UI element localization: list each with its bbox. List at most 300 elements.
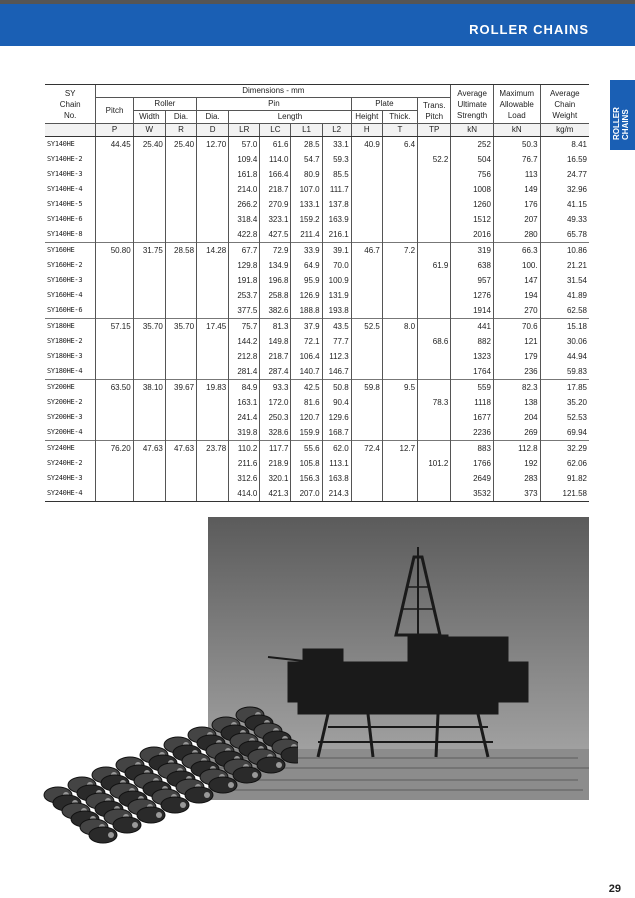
plate-thick-cell (382, 197, 417, 212)
plate-thick-cell (382, 486, 417, 502)
plate-height-header: Height (351, 111, 382, 124)
lr-cell: 377.5 (229, 303, 260, 319)
l1-cell: 55.6 (291, 441, 322, 457)
table-row (45, 456, 589, 471)
plate-thick-cell: 7.2 (382, 243, 417, 259)
lr-cell: 161.8 (229, 167, 260, 182)
chain-no-cell: SY200HE-3 (47, 413, 83, 421)
l2-cell: 146.7 (322, 364, 351, 380)
roller-chain-photo (38, 645, 298, 845)
table-row (45, 334, 589, 349)
strength-cell: 3532 (451, 486, 494, 502)
l2-cell: 50.8 (322, 380, 351, 396)
unit-cell: T (382, 124, 417, 137)
l2-cell: 62.0 (322, 441, 351, 457)
strength-cell: 1766 (451, 456, 494, 471)
lc-cell: 323.1 (260, 212, 291, 227)
strength-cell: 2649 (451, 471, 494, 486)
trans-pitch-cell (418, 182, 451, 197)
chain-no-cell: SY180HE-4 (47, 367, 83, 375)
lr-cell: 110.2 (229, 441, 260, 457)
load-cell: 50.3 (493, 137, 540, 153)
roller-dia-cell (165, 303, 196, 319)
roller-width-cell: 31.75 (133, 243, 165, 259)
roller-width-cell (133, 152, 165, 167)
trans-pitch-cell (418, 364, 451, 380)
trans-pitch-cell: 68.6 (418, 334, 451, 349)
lr-cell: 67.7 (229, 243, 260, 259)
plate-thick-cell: 8.0 (382, 319, 417, 335)
strength-cell: 252 (451, 137, 494, 153)
header-top-stripe (0, 0, 635, 4)
pin-header: Pin (197, 98, 352, 111)
weight-cell: 41.89 (540, 288, 589, 303)
lc-cell: 196.8 (260, 273, 291, 288)
load-cell: 176 (493, 197, 540, 212)
lc-cell: 250.3 (260, 410, 291, 425)
roller-width-cell (133, 197, 165, 212)
plate-height-cell: 72.4 (351, 441, 382, 457)
chain-pin (108, 832, 114, 838)
trans-pitch-cell (418, 288, 451, 303)
page-number: 29 (608, 883, 621, 895)
pin-dia-cell (197, 273, 229, 288)
lr-cell: 191.8 (229, 273, 260, 288)
lc-cell: 218.9 (260, 456, 291, 471)
lc-cell: 61.6 (260, 137, 291, 153)
weight-cell: 32.96 (540, 182, 589, 197)
l2-cell: 112.3 (322, 349, 351, 364)
l2-cell: 129.6 (322, 410, 351, 425)
chain-no-cell: SY240HE-2 (47, 459, 83, 467)
strength-cell: 883 (451, 441, 494, 457)
pin-dia-cell (197, 227, 229, 243)
roller-dia-cell (165, 456, 196, 471)
table-row (45, 486, 589, 502)
unit-cell: L1 (291, 124, 322, 137)
table-row (45, 425, 589, 441)
roller-dia-cell (165, 212, 196, 227)
load-cell: 100. (493, 258, 540, 273)
roller-dia-cell (165, 182, 196, 197)
trans-pitch-cell (418, 410, 451, 425)
roller-width-cell (133, 303, 165, 319)
roller-dia-cell (165, 167, 196, 182)
roller-dia-cell: 35.70 (165, 319, 196, 335)
chain-no-cell: SY240HE-3 (47, 474, 83, 482)
strength-cell: 441 (451, 319, 494, 335)
unit-cell: kN (451, 124, 494, 137)
avg-weight-header: Average Chain Weight (540, 85, 589, 124)
plate-height-cell (351, 167, 382, 182)
roller-dia-cell (165, 273, 196, 288)
pitch-cell (96, 197, 133, 212)
roller-dia-cell (165, 364, 196, 380)
weight-cell: 16.59 (540, 152, 589, 167)
chain-no-cell: SY240HE (45, 441, 96, 457)
load-cell: 66.3 (493, 243, 540, 259)
chain-no-cell: SY240HE-4 (45, 486, 96, 502)
pin-dia-cell (197, 486, 229, 502)
lr-cell: 414.0 (229, 486, 260, 502)
lc-cell: 72.9 (260, 243, 291, 259)
l1-cell: 207.0 (291, 486, 322, 502)
lc-cell: 172.0 (260, 395, 291, 410)
side-tab-line1: ROLLER (612, 107, 621, 140)
l1-cell: 188.8 (291, 303, 322, 319)
pin-dia-cell (197, 410, 229, 425)
roller-dia-cell (165, 197, 196, 212)
pin-dia-cell: 23.78 (197, 441, 229, 457)
roller-width-cell (133, 288, 165, 303)
table-row (45, 212, 589, 227)
roller-width-cell (133, 258, 165, 273)
plate-height-cell (351, 456, 382, 471)
trans-pitch-header: Trans. Pitch (418, 98, 451, 124)
chain-pin (276, 762, 282, 768)
l2-cell: 100.9 (322, 273, 351, 288)
side-tab (610, 80, 635, 150)
weight-cell: 69.94 (540, 425, 589, 441)
section-title: ROLLER CHAINS (469, 22, 589, 37)
load-cell: 179 (493, 349, 540, 364)
side-tab-line2: CHAINS (621, 109, 630, 140)
avg-strength-header: Average Ultimate Strength (451, 85, 494, 124)
lr-cell: 212.8 (229, 349, 260, 364)
unit-cell: TP (418, 124, 451, 137)
plate-thick-cell: 9.5 (382, 380, 417, 396)
roller-width-cell (133, 167, 165, 182)
table-row (45, 137, 589, 153)
chain-no-cell: SY200HE (45, 380, 96, 396)
lc-cell: 427.5 (260, 227, 291, 243)
plate-thick-cell (382, 303, 417, 319)
load-cell: 373 (493, 486, 540, 502)
load-cell: 192 (493, 456, 540, 471)
lc-cell: 93.3 (260, 380, 291, 396)
lr-cell: 241.4 (229, 410, 260, 425)
load-cell: 138 (493, 395, 540, 410)
l2-cell: 111.7 (322, 182, 351, 197)
lc-cell: 81.3 (260, 319, 291, 335)
pitch-cell (96, 182, 133, 197)
plate-thick-cell: 12.7 (382, 441, 417, 457)
trans-pitch-cell (418, 380, 451, 396)
pitch-cell (96, 273, 133, 288)
pin-dia-cell (197, 471, 229, 486)
trans-pitch-cell: 78.3 (418, 395, 451, 410)
pin-dia-cell (197, 349, 229, 364)
plate-height-cell (351, 303, 382, 319)
roller-width-cell: 25.40 (133, 137, 165, 153)
pitch-cell (96, 395, 133, 410)
roller-width-cell (133, 227, 165, 243)
chain-no-cell: SY140HE-6 (47, 215, 83, 223)
plate-height-cell: 46.7 (351, 243, 382, 259)
chain-no-cell: SY160HE-2 (47, 261, 83, 269)
plate-height-cell (351, 425, 382, 441)
load-cell: 113 (493, 167, 540, 182)
pitch-cell (96, 334, 133, 349)
lr-cell: 422.8 (229, 227, 260, 243)
load-cell: 121 (493, 334, 540, 349)
roller-dia-cell (165, 395, 196, 410)
trans-pitch-cell (418, 137, 451, 153)
lc-cell: 117.7 (260, 441, 291, 457)
lc-cell: 270.9 (260, 197, 291, 212)
lc-cell: 166.4 (260, 167, 291, 182)
l1-cell: 64.9 (291, 258, 322, 273)
l2-cell: 39.1 (322, 243, 351, 259)
weight-cell: 65.78 (540, 227, 589, 243)
trans-pitch-cell: 61.9 (418, 258, 451, 273)
plate-thick-cell (382, 167, 417, 182)
table-body (45, 137, 589, 502)
l2-cell: 137.8 (322, 197, 351, 212)
l2-cell: 168.7 (322, 425, 351, 441)
load-cell: 194 (493, 288, 540, 303)
unit-cell: LR (229, 124, 260, 137)
roller-width-cell (133, 273, 165, 288)
roller-dia-cell (165, 334, 196, 349)
pin-dia-cell (197, 212, 229, 227)
l2-cell: 163.8 (322, 471, 351, 486)
table-row (45, 197, 589, 212)
chain-pin (228, 782, 234, 788)
roller-width-cell (133, 212, 165, 227)
roller-width-cell (133, 425, 165, 441)
strength-cell: 957 (451, 273, 494, 288)
pin-dia-cell: 12.70 (197, 137, 229, 153)
plate-height-cell (351, 182, 382, 197)
strength-cell: 638 (451, 258, 494, 273)
load-cell: 236 (493, 364, 540, 380)
lr-cell: 129.8 (229, 258, 260, 273)
table-row (45, 349, 589, 364)
roller-width-cell (133, 182, 165, 197)
plate-height-cell (351, 273, 382, 288)
strength-cell: 504 (451, 152, 494, 167)
pitch-cell (96, 486, 133, 502)
l2-cell: 90.4 (322, 395, 351, 410)
l1-cell: 159.2 (291, 212, 322, 227)
weight-cell: 32.29 (540, 441, 589, 457)
lr-cell: 57.0 (229, 137, 260, 153)
weight-cell: 31.54 (540, 273, 589, 288)
pin-dia-cell (197, 258, 229, 273)
table-row (45, 182, 589, 197)
unit-row (45, 124, 589, 137)
plate-thick-cell (382, 258, 417, 273)
lr-cell: 266.2 (229, 197, 260, 212)
trans-pitch-cell (418, 243, 451, 259)
roller-dia-cell: 39.67 (165, 380, 196, 396)
l2-cell: 163.9 (322, 212, 351, 227)
lc-cell: 320.1 (260, 471, 291, 486)
trans-pitch-cell (418, 303, 451, 319)
unit-cell: LC (260, 124, 291, 137)
plate-thick-cell (382, 288, 417, 303)
weight-cell: 21.21 (540, 258, 589, 273)
table-row (45, 410, 589, 425)
roller-dia-header: Dia. (165, 111, 196, 124)
lr-cell: 211.6 (229, 456, 260, 471)
lr-cell: 144.2 (229, 334, 260, 349)
pitch-cell (96, 425, 133, 441)
chain-pin (252, 772, 258, 778)
unit-cell: W (133, 124, 165, 137)
chain-no-cell: SY160HE (45, 243, 96, 259)
plate-height-cell (351, 227, 382, 243)
load-cell: 280 (493, 227, 540, 243)
pitch-cell (96, 303, 133, 319)
lr-cell: 75.7 (229, 319, 260, 335)
chain-no-cell: SY200HE-4 (47, 428, 83, 436)
plate-thick-cell (382, 349, 417, 364)
roller-width-cell (133, 395, 165, 410)
chain-pin (156, 812, 162, 818)
lr-cell: 281.4 (229, 364, 260, 380)
l2-cell: 131.9 (322, 288, 351, 303)
weight-cell: 24.77 (540, 167, 589, 182)
pin-dia-cell (197, 334, 229, 349)
weight-cell: 62.06 (540, 456, 589, 471)
weight-cell: 59.83 (540, 364, 589, 380)
chain-pin (132, 822, 138, 828)
roller-dia-cell (165, 349, 196, 364)
table-row (45, 395, 589, 410)
strength-cell: 1914 (451, 303, 494, 319)
table-row (45, 364, 589, 380)
roller-width-cell: 47.63 (133, 441, 165, 457)
plate-thick-cell: 6.4 (382, 137, 417, 153)
l2-cell: 113.1 (322, 456, 351, 471)
lr-cell: 253.7 (229, 288, 260, 303)
plate-thick-cell (382, 364, 417, 380)
chain-no-cell: SY180HE (45, 319, 96, 335)
chain-spec-table (45, 84, 589, 502)
l1-cell: 156.3 (291, 471, 322, 486)
table-row (45, 441, 589, 457)
chain-no-cell: SY140HE-2 (47, 155, 83, 163)
l1-cell: 140.7 (291, 364, 322, 380)
plate-thick-cell (382, 227, 417, 243)
pitch-cell (96, 152, 133, 167)
load-cell: 112.8 (493, 441, 540, 457)
pin-dia-cell (197, 395, 229, 410)
lr-cell: 319.8 (229, 425, 260, 441)
pin-length-header: Length (229, 111, 351, 124)
table-row (45, 303, 589, 319)
strength-cell: 319 (451, 243, 494, 259)
pitch-cell (96, 167, 133, 182)
l1-cell: 106.4 (291, 349, 322, 364)
load-cell: 149 (493, 182, 540, 197)
plate-thick-cell (382, 273, 417, 288)
roller-dia-cell (165, 425, 196, 441)
weight-cell: 17.85 (540, 380, 589, 396)
chain-no-cell: SY200HE-2 (47, 398, 83, 406)
weight-cell: 35.20 (540, 395, 589, 410)
strength-cell: 2016 (451, 227, 494, 243)
plate-height-cell: 52.5 (351, 319, 382, 335)
lc-cell: 134.9 (260, 258, 291, 273)
l1-cell: 72.1 (291, 334, 322, 349)
weight-cell: 10.86 (540, 243, 589, 259)
l2-cell: 43.5 (322, 319, 351, 335)
trans-pitch-cell (418, 212, 451, 227)
unit-cell: P (96, 124, 133, 137)
plate-thick-header: Thick. (382, 111, 417, 124)
strength-cell: 1118 (451, 395, 494, 410)
lc-cell: 287.4 (260, 364, 291, 380)
plate-thick-cell (382, 471, 417, 486)
plate-thick-cell (382, 152, 417, 167)
weight-cell: 15.18 (540, 319, 589, 335)
l2-cell: 193.8 (322, 303, 351, 319)
trans-pitch-cell (418, 319, 451, 335)
roller-width-cell (133, 334, 165, 349)
trans-pitch-cell: 52.2 (418, 152, 451, 167)
pin-dia-cell: 19.83 (197, 380, 229, 396)
trans-pitch-cell (418, 441, 451, 457)
chain-no-cell: SY180HE-2 (47, 337, 83, 345)
chain-no-header: SY Chain No. (45, 85, 96, 124)
strength-cell: 882 (451, 334, 494, 349)
pitch-cell (96, 349, 133, 364)
strength-cell: 1323 (451, 349, 494, 364)
pitch-cell (96, 410, 133, 425)
trans-pitch-cell (418, 486, 451, 502)
pitch-cell (96, 258, 133, 273)
trans-pitch-cell (418, 167, 451, 182)
roller-width-cell (133, 456, 165, 471)
load-cell: 270 (493, 303, 540, 319)
l1-cell: 105.8 (291, 456, 322, 471)
strength-cell: 756 (451, 167, 494, 182)
roller-dia-cell: 25.40 (165, 137, 196, 153)
pin-dia-cell (197, 364, 229, 380)
table-row (45, 288, 589, 303)
roller-width-header: Width (133, 111, 165, 124)
roller-width-cell (133, 486, 165, 502)
l1-cell: 120.7 (291, 410, 322, 425)
lr-cell: 214.0 (229, 182, 260, 197)
load-cell: 207 (493, 212, 540, 227)
strength-cell: 1276 (451, 288, 494, 303)
roller-dia-cell (165, 288, 196, 303)
weight-cell: 62.58 (540, 303, 589, 319)
roller-dia-cell (165, 486, 196, 502)
table-row (45, 319, 589, 335)
pitch-cell (96, 364, 133, 380)
pin-dia-cell (197, 303, 229, 319)
weight-cell: 8.41 (540, 137, 589, 153)
roller-dia-cell (165, 410, 196, 425)
lc-cell: 218.7 (260, 182, 291, 197)
pitch-cell: 57.15 (96, 319, 133, 335)
lr-cell: 312.6 (229, 471, 260, 486)
weight-cell: 41.15 (540, 197, 589, 212)
plate-height-cell (351, 152, 382, 167)
roller-dia-cell: 28.58 (165, 243, 196, 259)
chain-no-cell: SY160HE-4 (47, 291, 83, 299)
plate-thick-cell (382, 395, 417, 410)
l1-cell: 37.9 (291, 319, 322, 335)
l1-cell: 33.9 (291, 243, 322, 259)
plate-thick-cell (382, 456, 417, 471)
pitch-cell (96, 471, 133, 486)
